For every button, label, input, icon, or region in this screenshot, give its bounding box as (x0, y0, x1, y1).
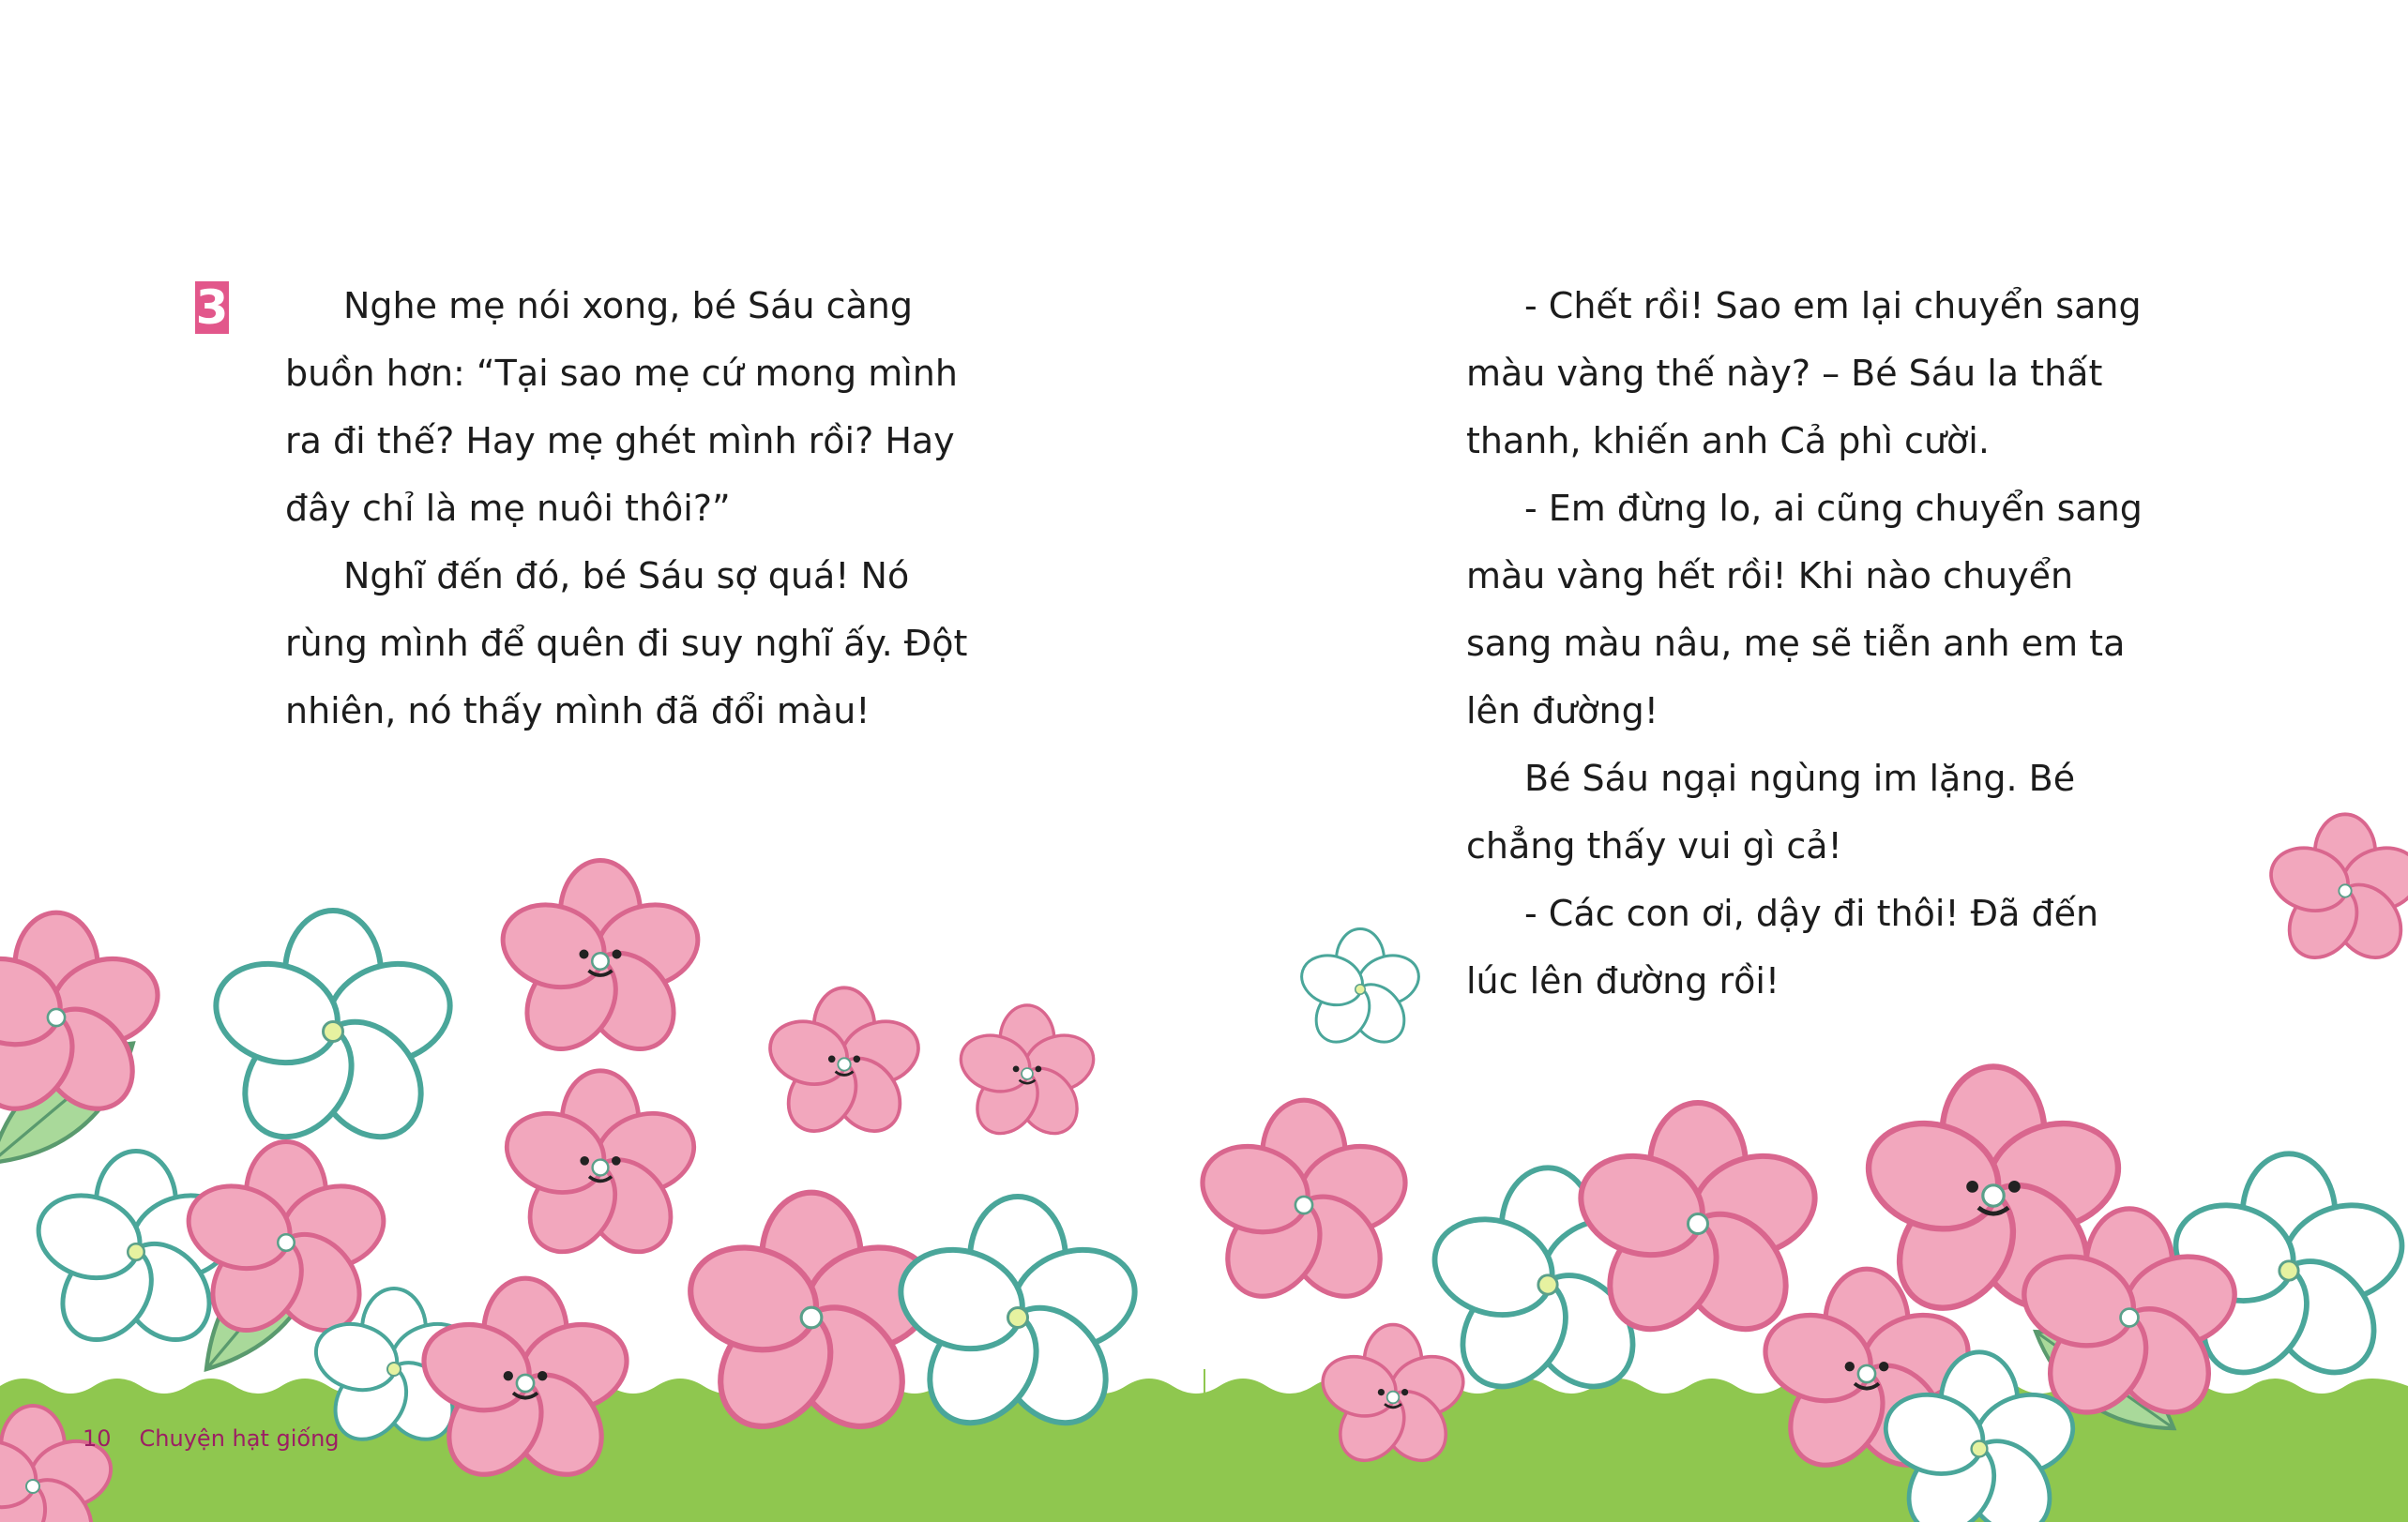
left-paragraph-1: Nghe mẹ nói xong, bé Sáu càng buồn hơn: “Tại sao mẹ cứ mong mình ra đi thế? Hay mẹ ghét mình rồi? Hay đây chỉ là mẹ nuôi thôi?” (285, 285, 958, 529)
left-paragraph-2: Nghĩ đến đó, bé Sáu sợ quá! Nó rùng mình để quên đi suy nghĩ ấy. Đột nhiên, nó thấy mình đã đổi màu! (285, 555, 968, 731)
left-page-text (285, 272, 979, 745)
right-paragraph-4: - Các con ơi, dậy đi thôi! Đã đến lúc lên đường rồi! (1466, 893, 2099, 1002)
right-page-text (1466, 272, 2151, 1015)
book-title: Chuyện hạt giống (139, 1425, 340, 1452)
page-gutter (1204, 1369, 1205, 1522)
page-number: 10 (83, 1425, 112, 1452)
page-footer (83, 1425, 340, 1452)
chapter-number-badge: 3 (195, 280, 229, 335)
right-paragraph-1: - Chết rồi! Sao em lại chuyển sang màu vàng thế này? – Bé Sáu la thất thanh, khiến anh Cả phì cười. (1466, 285, 2142, 461)
right-paragraph-3: Bé Sáu ngại ngùng im lặng. Bé chẳng thấy vui gì cả! (1466, 758, 2076, 866)
right-paragraph-2: - Em đừng lo, ai cũng chuyển sang màu vàng hết rồi! Khi nào chuyển sang màu nâu, mẹ sẽ tiễn anh em ta lên đường! (1466, 488, 2143, 731)
